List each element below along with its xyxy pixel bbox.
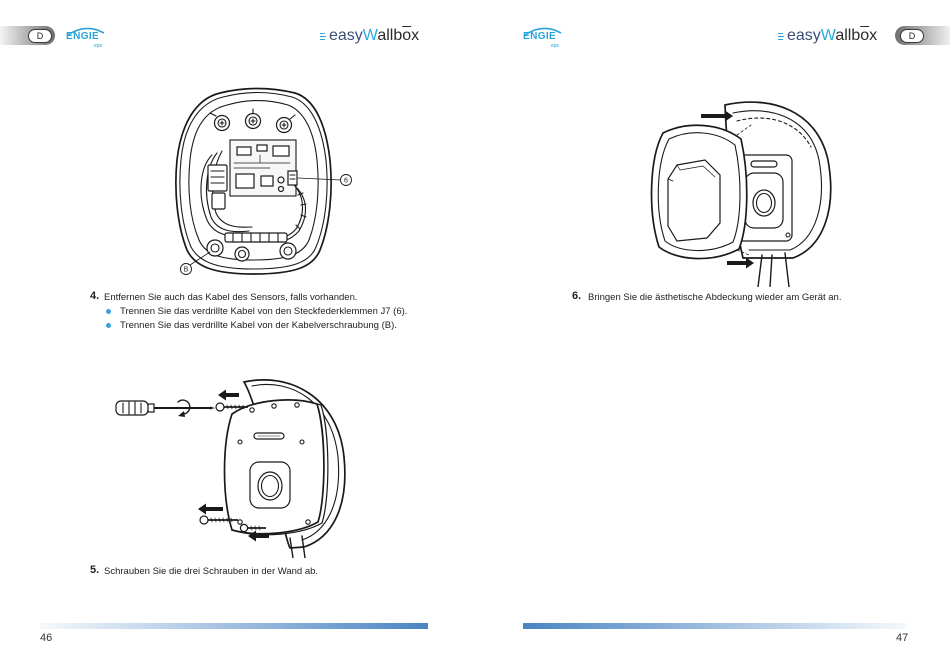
top-screw-center: [246, 114, 261, 129]
logo-wordmark: [329, 25, 419, 47]
bottom-gland-left: [207, 240, 223, 256]
bullet-text: Trennen Sie das verdrillte Kabel von den Steckfederklemmen J7 (6).: [120, 306, 408, 317]
step-4-number: 4.: [90, 290, 100, 302]
screw-head: [200, 516, 208, 524]
step-6-text: Bringen Sie die ästhetische Abdeckung wieder am Gerät an.: [588, 292, 842, 303]
pcb-connector: [273, 146, 289, 156]
engie-sub-text: eps: [551, 43, 560, 49]
logo-o: $\overline{o}$: [860, 27, 870, 44]
language-code-left: D: [28, 29, 52, 43]
bottom-screw-right: [280, 243, 296, 259]
language-badge-right: [895, 26, 950, 45]
rotate-arrowhead: [178, 411, 185, 417]
pcb-capacitor: [278, 177, 284, 183]
easywallbox-logo-left: [320, 25, 430, 47]
bottom-gland-center: [235, 247, 249, 261]
plug-lines: [778, 34, 784, 40]
gland-body: [235, 247, 249, 261]
footer-bar-left: [40, 623, 428, 629]
logo-o: $\overline{o}$: [402, 27, 412, 44]
logo-allb: allb: [377, 27, 403, 44]
step-6-number: 6.: [572, 290, 582, 302]
logo-easy: easy: [329, 27, 363, 44]
bullet-dot-icon: [106, 309, 111, 314]
engie-logo-left: [64, 25, 112, 51]
page-number-left: 46: [40, 632, 53, 644]
figure-cover-refit: [645, 95, 835, 287]
language-code-right: D: [900, 29, 924, 43]
callout-b-label: B: [183, 266, 189, 274]
engie-sub-text: eps: [94, 43, 103, 49]
figure-wall-screw-removal: [112, 372, 352, 558]
arrow-icon-top: [218, 390, 239, 401]
engie-brand-text: ENGIE: [523, 31, 557, 42]
logo-w: W: [820, 27, 836, 44]
cover-window: [668, 160, 720, 241]
terminal-block: [212, 193, 225, 209]
pcb-chip: [237, 147, 251, 155]
pcb-ic: [261, 176, 273, 186]
screwdriver-handle: [116, 401, 148, 415]
arrow-icon-bottom: [727, 258, 754, 269]
screw-head: [216, 403, 224, 411]
plug-lines: [320, 34, 326, 40]
figure-wallbox-interior: [170, 85, 360, 280]
top-screw-right: [277, 118, 292, 133]
logo-x: x: [869, 27, 878, 44]
footer-bar-right: [523, 623, 907, 629]
pcb-module: [236, 174, 254, 188]
step-5-number: 5.: [90, 564, 100, 576]
screw-boss: [280, 243, 296, 259]
j7-spring-terminal: [288, 171, 297, 185]
relay-block: [208, 165, 227, 191]
screwdriver-tip: [210, 407, 215, 410]
bullet-text: Trennen Sie das verdrillte Kabel von der Kabelverschraubung (B).: [120, 319, 397, 331]
bullet-dot-icon: [106, 323, 111, 328]
logo-wordmark: [787, 25, 877, 47]
screwdriver-icon: [116, 401, 215, 415]
step-4-text: Entfernen Sie auch das Kabel des Sensors, falls vorhanden.: [104, 292, 358, 303]
pcb-capacitor: [279, 187, 284, 192]
language-badge-left: [0, 26, 55, 45]
arrow-icon-bottom-left: [198, 504, 223, 515]
step-5-text: Schrauben Sie die drei Schrauben in der Wand ab.: [104, 566, 319, 577]
screw-head: [240, 524, 247, 531]
unit-top-slot: [751, 161, 777, 167]
callout-6-label: 6: [344, 177, 348, 185]
engie-brand-text: ENGIE: [66, 31, 100, 42]
logo-easy: easy: [787, 27, 821, 44]
easywallbox-logo-right: [778, 25, 888, 47]
logo-w: W: [362, 27, 378, 44]
gland-body: [207, 240, 223, 256]
screwdriver-collar: [148, 404, 154, 412]
top-screw-left: [215, 116, 230, 131]
pcb-component: [257, 145, 267, 151]
logo-x: x: [411, 27, 420, 44]
logo-allb: allb: [835, 27, 861, 44]
page-number-right: 47: [896, 632, 909, 644]
engie-logo-right: [521, 25, 569, 51]
